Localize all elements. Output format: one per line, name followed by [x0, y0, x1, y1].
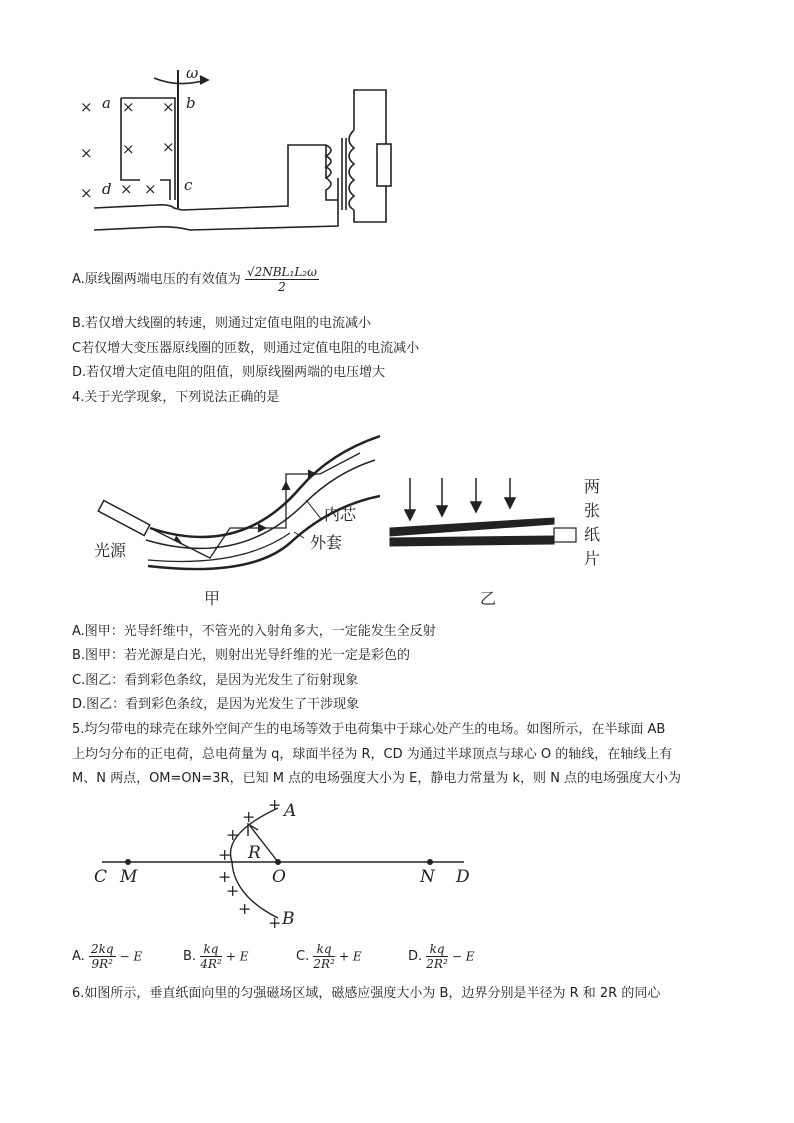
svg-text:×: × [120, 180, 133, 198]
fiber-figure [90, 428, 380, 608]
svg-text:两: 两 [584, 477, 601, 496]
label-B: B [282, 909, 295, 929]
label-D: D [456, 867, 470, 887]
svg-text:+: + [218, 867, 232, 886]
q3-option-a: A.原线圈两端电压的有效值为 $\frac{\text{√2NBL₁L₂ω}}{2}$ [72, 265, 317, 294]
q4-option-c: C.图乙：看到彩色条纹，是因为光发生了衍射现象 [72, 673, 359, 688]
label-b: b [186, 94, 196, 112]
q5-option-a: A. $\frac{2kq}{\text{9R²}}$ − E [72, 942, 143, 971]
svg-text:×: × [144, 180, 157, 198]
label-omega: ω [186, 64, 199, 82]
q5-stem-line2: 上均匀分布的正电荷，总电荷量为 q，球面半径为 R，CD 为通过半球顶点与球心 O 的轴线，在轴线上有 [72, 747, 673, 762]
label-C: C [94, 867, 108, 887]
q4-stem: 4.关于光学现象，下列说法正确的是 [72, 390, 280, 405]
label-O: O [272, 867, 286, 887]
label-light-source: 光源 [94, 541, 127, 560]
q4-option-b: B.图甲：若光源是白光，则射出光导纤维的光一定是彩色的 [72, 648, 411, 663]
svg-text:+: + [268, 796, 282, 814]
q5-option-d: D. $\frac{kq}{\text{2R²}}$ − E [408, 942, 475, 971]
svg-text:+: + [238, 899, 252, 918]
charge-signs [218, 796, 281, 932]
q4-option-a: A.图甲：光导纤维中，不管光的入射角多大，一定能发生全反射 [72, 624, 436, 639]
svg-text:+: + [226, 881, 240, 900]
svg-text:+: + [226, 825, 240, 844]
label-d: d [102, 180, 112, 198]
label-M: M [120, 867, 138, 887]
q6-stem-line1: 6.如图所示，垂直纸面向里的匀强磁场区域，磁感应强度大小为 B，边界分别是半径为 R 和 2R 的同心 [72, 986, 661, 1001]
svg-text:片: 片 [584, 549, 601, 568]
label-N: N [420, 867, 435, 887]
q5-stem-line3: M、N 两点，OM=ON=3R，已知 M 点的电场强度大小为 E，静电力常量为 k，则 N 点的电场强度大小为 [72, 771, 682, 786]
q5-option-b: B. $\frac{kq}{\text{4R²}}$ + E [183, 942, 249, 971]
svg-text:×: × [80, 98, 93, 116]
caption-yi: 乙 [480, 589, 497, 608]
generator-transformer-figure [78, 60, 398, 240]
q4-option-d: D.图乙：看到彩色条纹，是因为光发生了干涉现象 [72, 697, 360, 712]
q5-stem-line1: 5.均匀带电的球壳在球外空间产生的电场等效于电荷集中于球心处产生的电场。如图所示，在半球面 AB [72, 722, 666, 737]
q3-option-b: B.若仅增大线圈的转速，则通过定值电阻的电流减小 [72, 316, 372, 331]
voltage-fraction: $\frac{\text{√2NBL₁L₂ω}}{2}$ [246, 265, 317, 294]
svg-text:+: + [268, 913, 282, 932]
svg-text:×: × [162, 138, 175, 156]
label-A: A [284, 801, 297, 821]
hemisphere-figure [92, 796, 482, 936]
q3-option-d: D.若仅增大定值电阻的阻值，则原线圈两端的电压增大 [72, 365, 386, 380]
svg-text:×: × [80, 184, 93, 202]
label-core: 内芯 [324, 505, 357, 524]
svg-text:×: × [122, 140, 135, 158]
thin-film-figure [384, 470, 624, 610]
svg-text:张: 张 [584, 501, 601, 520]
label-cladding: 外套 [310, 533, 343, 552]
label-R: R [248, 843, 261, 863]
field-crosses [80, 98, 175, 202]
svg-text:+: + [218, 845, 232, 864]
svg-text:×: × [122, 98, 135, 116]
label-c: c [184, 176, 193, 194]
q3-option-c: C若仅增大变压器原线圈的匝数，则通过定值电阻的电流减小 [72, 341, 420, 356]
q5-option-c: C. $\frac{kq}{\text{2R²}}$ + E [296, 942, 362, 971]
svg-text:纸: 纸 [584, 525, 601, 544]
svg-text:×: × [80, 144, 93, 162]
svg-text:+: + [242, 807, 256, 826]
label-a: a [102, 94, 111, 112]
caption-jia: 甲 [204, 589, 221, 608]
svg-text:×: × [162, 98, 175, 116]
